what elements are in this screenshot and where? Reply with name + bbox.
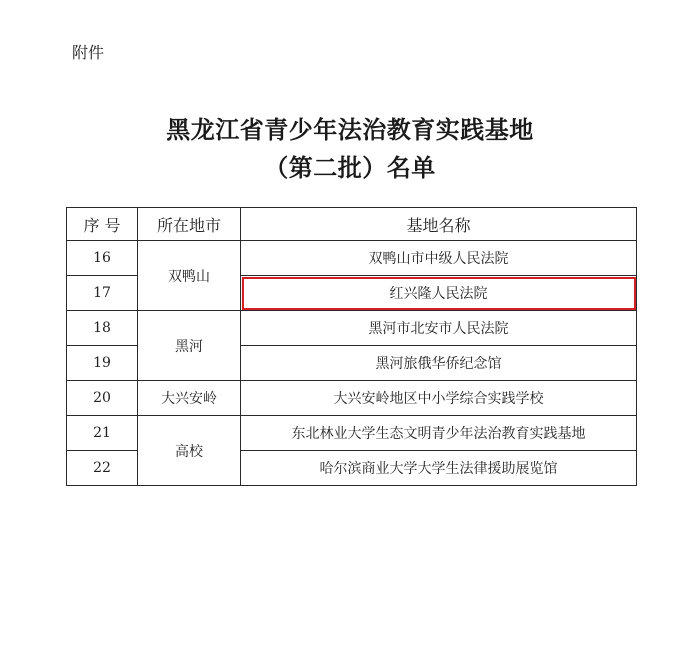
document-subtitle: （第二批）名单 — [264, 153, 436, 182]
table-row — [67, 241, 637, 276]
column-header-city: 所在地市 — [138, 208, 241, 241]
table-row — [67, 311, 637, 346]
base-name: 黑河旅俄华侨纪念馆 — [241, 346, 637, 381]
document-title: 黑龙江省青少年法治教育实践基地 — [166, 115, 534, 144]
city-cell: 双鸭山 — [138, 241, 241, 311]
city-cell: 高校 — [138, 416, 241, 486]
row-number: 21 — [67, 416, 138, 451]
table-row — [67, 381, 637, 416]
base-name: 东北林业大学生态文明青少年法治教育实践基地 — [241, 416, 637, 451]
row-number: 20 — [67, 381, 138, 416]
column-header-base-name: 基地名称 — [241, 208, 637, 241]
base-name: 大兴安岭地区中小学综合实践学校 — [241, 381, 637, 416]
row-number: 16 — [67, 241, 138, 276]
city-cell: 黑河 — [138, 311, 241, 381]
table-header-row — [67, 208, 637, 241]
table-row — [67, 416, 637, 451]
row-number: 22 — [67, 451, 138, 486]
base-list-table — [66, 207, 637, 486]
base-name: 双鸭山市中级人民法院 — [241, 241, 637, 276]
attachment-label: 附件 — [72, 43, 105, 62]
base-name: 黑河市北安市人民法院 — [241, 311, 637, 346]
base-name: 哈尔滨商业大学大学生法律援助展览馆 — [241, 451, 637, 486]
row-number: 18 — [67, 311, 138, 346]
city-cell: 大兴安岭 — [138, 381, 241, 416]
row-number: 19 — [67, 346, 138, 381]
row-number: 17 — [67, 276, 138, 311]
column-header-number: 序 号 — [67, 208, 138, 241]
highlighted-base-name: 红兴隆人民法院 — [241, 276, 637, 311]
